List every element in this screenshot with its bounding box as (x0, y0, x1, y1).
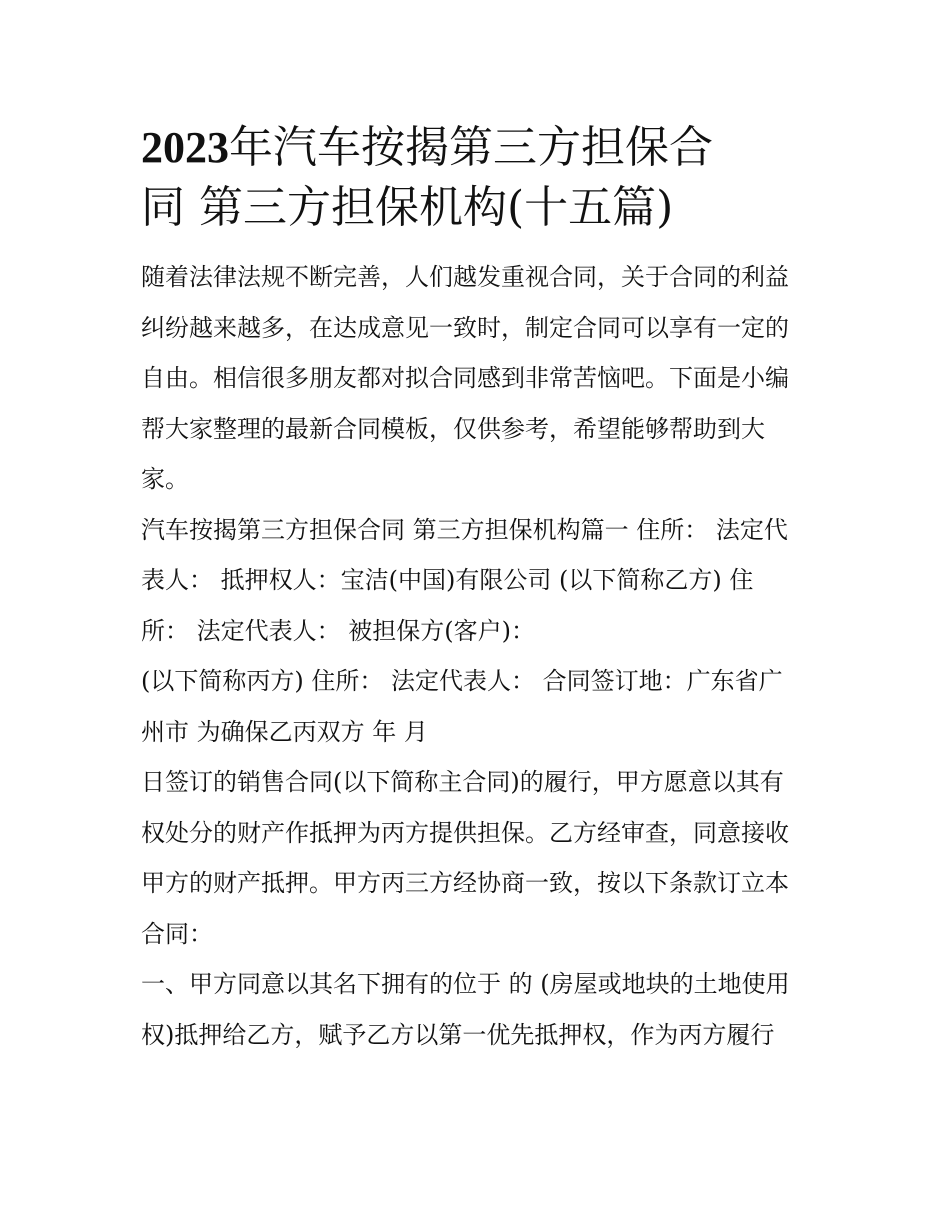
text-line: 合同： (141, 919, 213, 948)
text-line: 表人： 抵押权人：宝洁(中国)有限公司 (以下简称乙方) 住 (141, 566, 754, 594)
text-line: 甲方的财产抵押。甲方丙三方经协商一致，按以下条款订立本 (141, 869, 789, 897)
third-party-paragraph (141, 656, 813, 757)
text-line: 自由。相信很多朋友都对拟合同感到非常苦恼吧。下面是小编 (141, 364, 789, 392)
clause-one-paragraph (141, 959, 813, 1060)
text-line: 帮大家整理的最新合同模板，仅供参考，希望能够帮助到大 (141, 414, 765, 443)
title-year: 2023 (141, 123, 229, 172)
text-line: 权)抵押给乙方，赋予乙方以第一优先抵押权，作为丙方履行 (141, 1020, 775, 1049)
text-line: 家。 (141, 465, 189, 493)
text-line: 一、甲方同意以其名下拥有的位于 的 (房屋或地块的土地使用 (141, 970, 790, 998)
parties-paragraph (141, 505, 813, 657)
purpose-paragraph (141, 757, 813, 959)
document-title (141, 118, 813, 238)
text-line: 随着法律法规不断完善，人们越发重视合同，关于合同的利益 (141, 263, 789, 291)
title-line1: 年汽车按揭第三方担保合 (229, 122, 713, 173)
text-line: 日签订的销售合同(以下简称主合同)的履行，甲方愿意以其有 (141, 768, 784, 796)
text-line: 纠纷越来越多，在达成意见一致时，制定合同可以享有一定的 (141, 313, 789, 342)
intro-paragraph (141, 252, 813, 505)
text-line: 州市 为确保乙丙双方 年 月 (141, 717, 428, 746)
text-line: (以下简称丙方) 住所： 法定代表人： 合同签订地：广东省广 (141, 667, 783, 695)
document-body (141, 118, 813, 1060)
title-line2: 同 第三方担保机构(十五篇) (141, 182, 674, 233)
text-line: 汽车按揭第三方担保合同 第三方担保机构篇一 住所： 法定代 (141, 515, 788, 544)
text-line: 权处分的财产作抵押为丙方提供担保。乙方经审查，同意接收 (141, 818, 789, 847)
text-line: 所： 法定代表人： 被担保方(客户)： (141, 616, 535, 645)
